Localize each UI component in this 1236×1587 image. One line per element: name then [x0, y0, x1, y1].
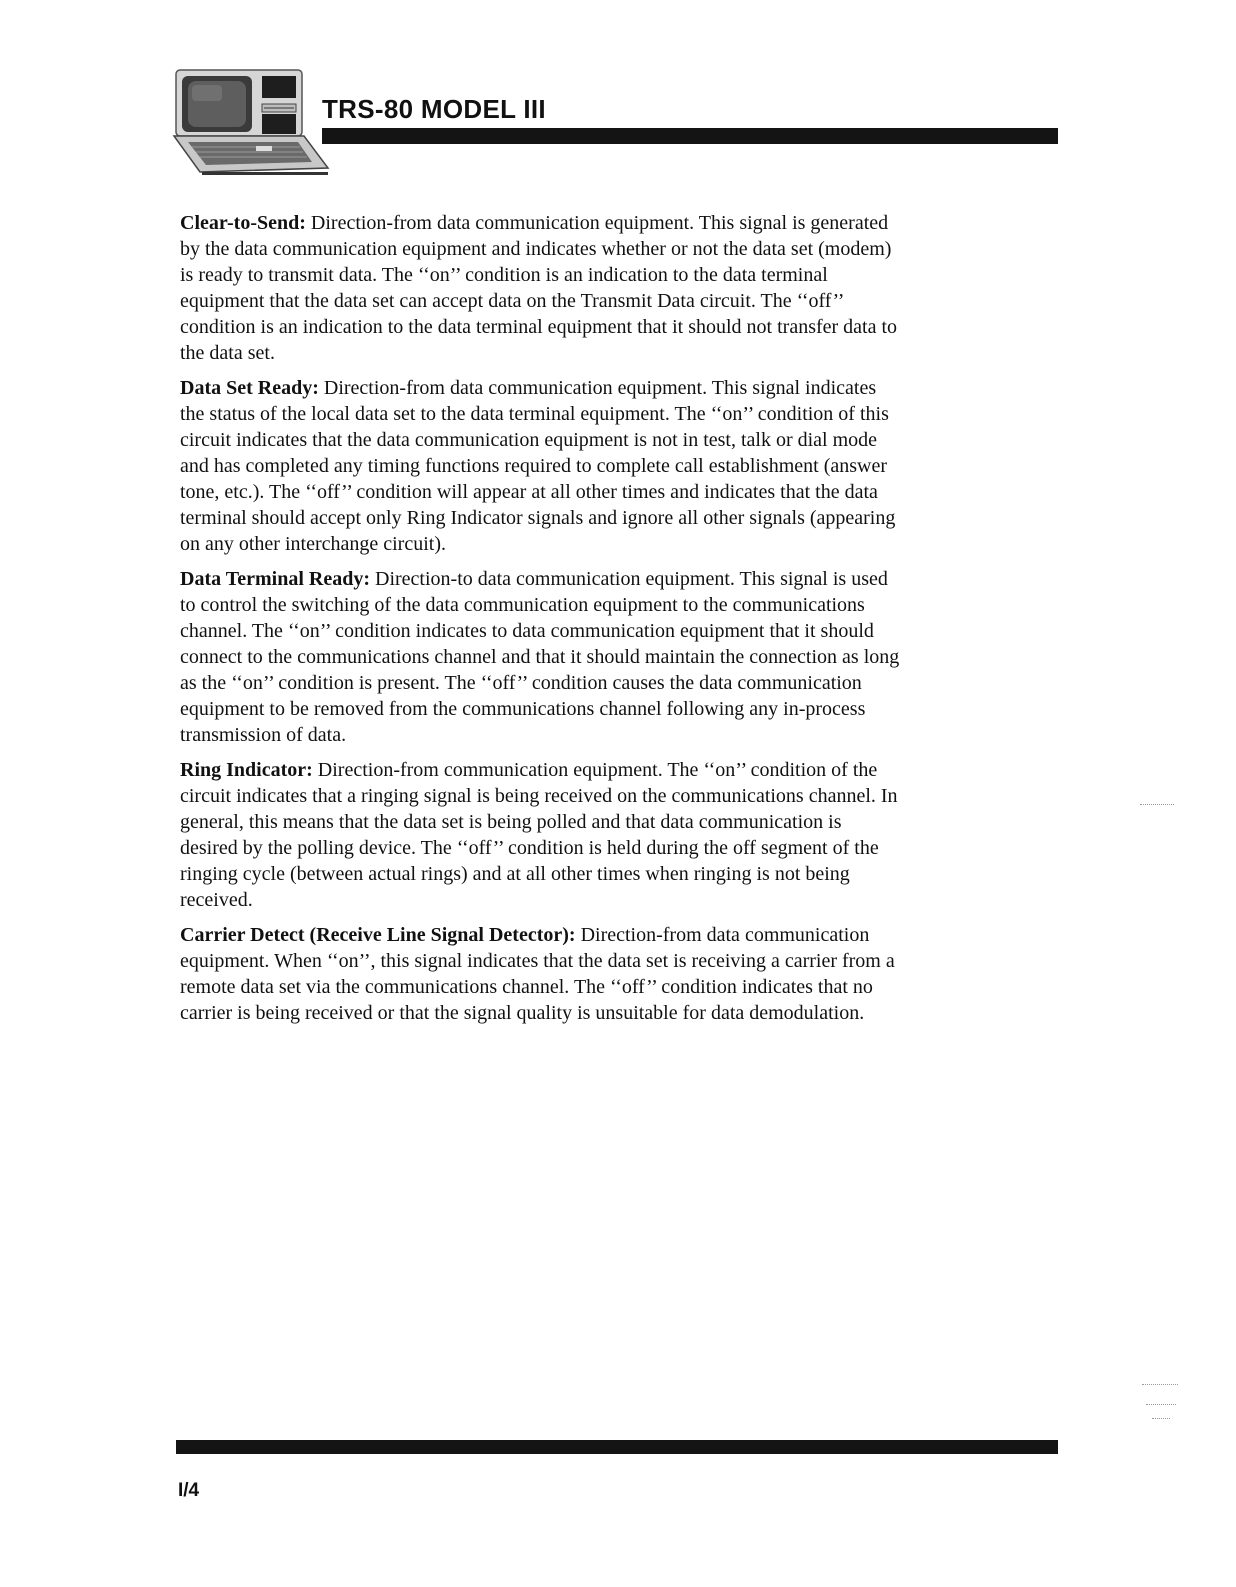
entry-term: Data Set Ready: — [180, 377, 319, 399]
trs80-computer-illustration — [172, 64, 332, 180]
entry-term: Data Terminal Ready: — [180, 568, 370, 590]
entry-term: Clear-to-Send: — [180, 212, 306, 234]
entry-text: Direction-from data communication equipment. When ‘‘on’’, this signal indicates that the data set is receiving a carrier from a remote data set via the communications channel. The ‘‘off’’ condition indicates that no carrier is being received or that the signal quality is unsuitable for data demodulation. — [180, 924, 895, 1024]
header-rule — [322, 128, 1058, 144]
footer-rule — [176, 1440, 1058, 1454]
scan-artifact — [1146, 1404, 1176, 1405]
entry-term: Ring Indicator: — [180, 759, 313, 781]
entry-text: Direction-from data communication equipment. This signal is generated by the data communication equipment and indicates whether or not the data set (modem) is ready to transmit data. The ‘‘on’’ condition is an indication to the data terminal equipment that the data set can accept data on the Transmit Data circuit. The ‘‘off’’ condition is an indication to the data terminal equipment that it should not transfer data to the data set. — [180, 212, 898, 364]
entry-data-set-ready — [180, 375, 900, 557]
entry-text: Direction-to data communication equipment. This signal is used to control the switching of the data communication equipment to the communications channel. The ‘‘on’’ condition indicates to data communication equipment that it should connect to the communications channel and that it should maintain the connection as long as the ‘‘on’’ condition is present. The ‘‘off’’ condition causes the data communication equipment to be removed from the communications channel following any in-process transmission of data. — [180, 568, 900, 746]
scan-artifact — [1140, 804, 1174, 805]
scan-artifact — [1142, 1384, 1178, 1385]
entry-data-terminal-ready — [180, 566, 900, 748]
entry-ring-indicator — [180, 757, 900, 913]
entry-text: Direction-from data communication equipment. This signal indicates the status of the local data set to the data terminal equipment. The ‘‘on’’ condition of this circuit indicates that the data communication equipment is not in test, talk or dial mode and has completed any timing functions required to complete call establishment (answer tone, etc.). The ‘‘off’’ condition will appear at all other times and indicates that the data terminal should accept only Ring Indicator signals and ignore all other signals (appearing on any other interchange circuit). — [180, 377, 896, 555]
header-title: TRS-80 MODEL III — [322, 94, 546, 124]
page-header — [172, 64, 1068, 180]
scan-artifact — [1152, 1418, 1170, 1419]
entry-clear-to-send — [180, 210, 900, 366]
entry-text: Direction-from communication equipment. The ‘‘on’’ condition of the circuit indicates that a ringing signal is being received on the communications channel. In general, this means that the data set is being polled and that data communication is desired by the polling device. The ‘‘off’’ condition is held during the off segment of the ringing cycle (between actual rings) and at all other times when ringing is not being received. — [180, 759, 898, 911]
page-number: I/4 — [178, 1480, 200, 1501]
entry-term: Carrier Detect (Receive Line Signal Detector): — [180, 924, 576, 946]
document-body — [180, 210, 900, 1035]
entry-carrier-detect — [180, 922, 900, 1026]
